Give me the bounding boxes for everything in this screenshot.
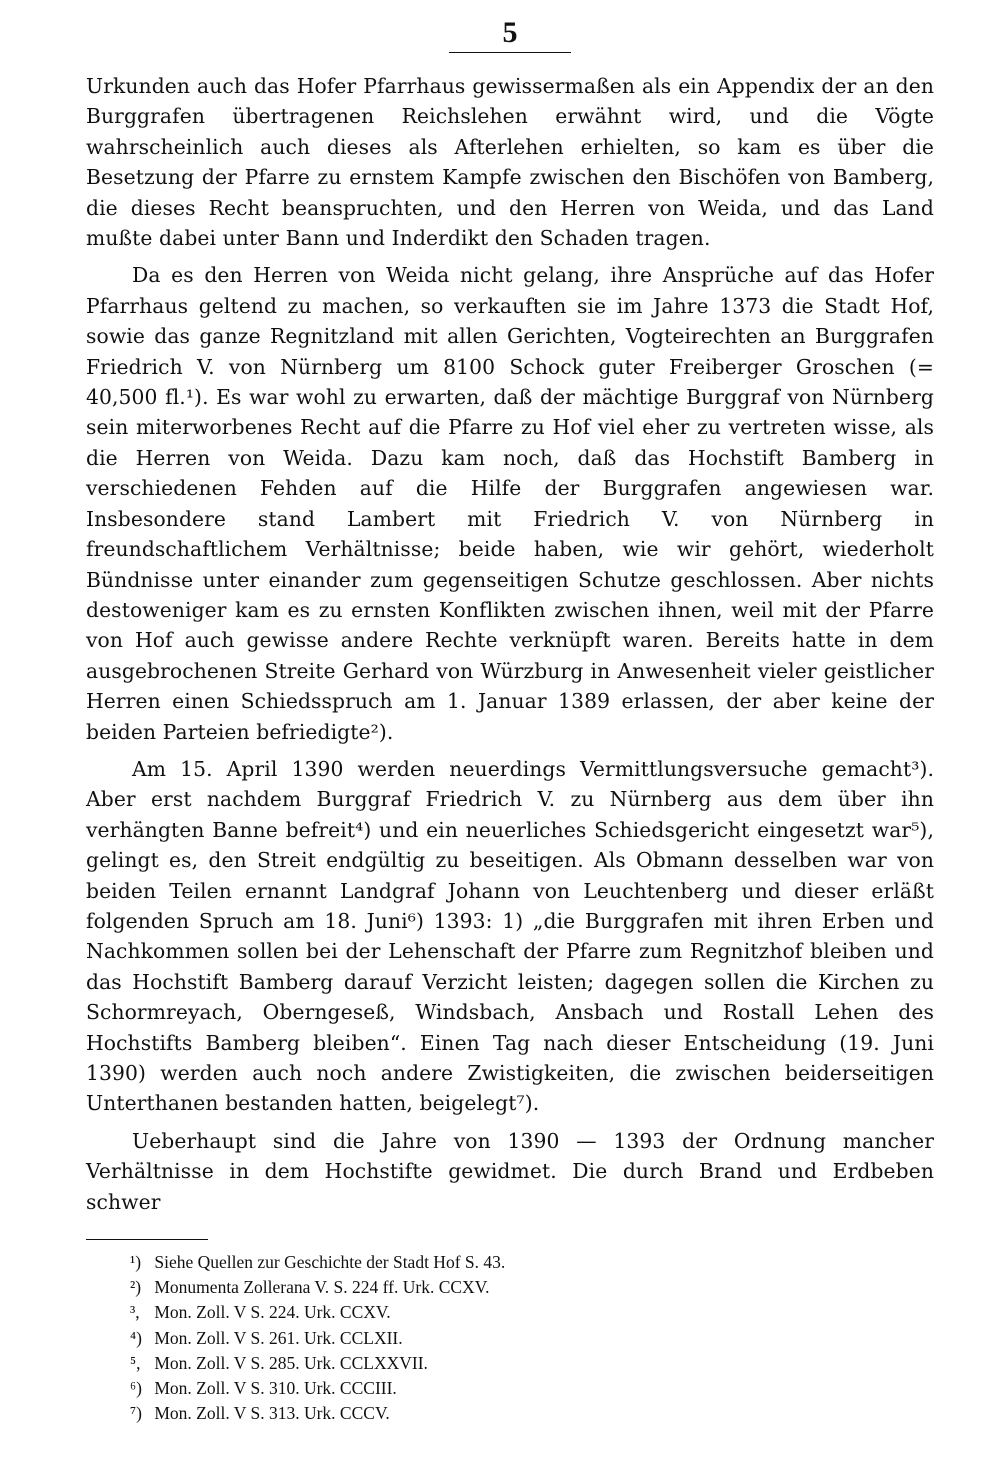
page-number: 5: [502, 16, 518, 49]
footnote-text: Mon. Zoll. V S. 285. Urk. CCLXXVII.: [154, 1352, 428, 1373]
footnote: [130, 1300, 934, 1325]
body-text: [86, 71, 934, 1217]
footnote-mark: ²): [130, 1277, 142, 1298]
footnote: [130, 1401, 934, 1426]
footnote: [130, 1275, 934, 1300]
footnote-text: Mon. Zoll. V S. 261. Urk. CCLXII.: [154, 1327, 403, 1348]
footnote-mark: ⁷): [130, 1403, 142, 1424]
footnote-mark: ⁵,: [130, 1352, 141, 1373]
footnote-text: Mon. Zoll. V S. 310. Urk. CCCIII.: [154, 1378, 397, 1399]
document-page: [86, 18, 934, 1426]
footnote: [130, 1351, 934, 1376]
header-rule: [449, 52, 571, 53]
paragraph: Ueberhaupt sind die Jahre von 1390 — 1393 der Ordnung mancher Verhältnisse in dem Hochstifte gewidmet. Die durch Brand und Erdbeben schwer: [86, 1128, 934, 1214]
paragraph: Urkunden auch das Hofer Pfarrhaus gewissermaßen als ein Appendix der an den Burggrafen übertragenen Reichslehen erwähnt wird, und die Vögte wahrscheinlich auch dieses als Afterlehen erhielten, so kam es über die Besetzung der Pfarre zu ernstem Kampfe zwischen den Bischöfen von Bamberg, die dieses Recht beanspruchten, und den Herren von Weida, und das Land mußte dabei unter Bann und Inderdikt den Schaden tragen.: [86, 74, 934, 251]
footnote-text: Monumenta Zollerana V. S. 224 ff. Urk. CCXV.: [154, 1277, 490, 1298]
paragraph: Am 15. April 1390 werden neuerdings Vermittlungsversuche gemacht³). Aber erst nachdem Burggraf Friedrich V. zu Nürnberg aus dem über ihn verhängten Banne befreit⁴) und ein neuerliches Schiedsgericht eingesetzt war⁵), gelingt es, den Streit endgültig zu beseitigen. Als Obmann desselben war von beiden Teilen ernannt Landgraf Johann von Leuchtenberg und dieser erläßt folgenden Spruch am 18. Juni⁶) 1393: 1) „die Burggrafen mit ihren Erben und Nachkommen sollen bei der Lehenschaft der Pfarre zum Regnitzhof bleiben und das Hochstift Bamberg darauf Verzicht leisten; dagegen sollen die Kirchen zu Schormreyach, Oberngeseß, Windsbach, Ansbach und Rostall Lehen des Hochstifts Bamberg bleiben“. Einen Tag nach dieser Entscheidung (19. Juni 1390) werden auch noch andere Zwistigkeiten, die zwischen beiderseitigen Unterthanen bestanden hatten, beigelegt⁷).: [86, 756, 934, 1116]
footnote-text: Mon. Zoll. V S. 224. Urk. CCXV.: [154, 1302, 391, 1323]
footnote-mark: ⁴): [130, 1327, 142, 1348]
footnote-rule: [86, 1239, 208, 1240]
paragraph: Da es den Herren von Weida nicht gelang, ihre Ansprüche auf das Hofer Pfarrhaus geltend zu machen, so verkauften sie im Jahre 1373 die Stadt Hof, sowie das ganze Regnitzland mit allen Gerichten, Vogteirechten an Burggrafen Friedrich V. von Nürnberg um 8100 Schock guter Freiberger Groschen (= 40,500 fl.¹). Es war wohl zu erwarten, daß der mächtige Burggraf von Nürnberg sein miterworbenes Recht auf die Pfarre zu Hof viel eher zu vertreten wisse, als die Herren von Weida. Dazu kam noch, daß das Hochstift Bamberg in verschiedenen Fehden auf die Hilfe der Burggrafen angewiesen war. Insbesondere stand Lambert mit Friedrich V. von Nürnberg in freundschaftlichem Verhältnisse; beide haben, wie wir gehört, wiederholt Bündnisse unter einander zum gegenseitigen Schutze geschlossen. Aber nichts destoweniger kam es zu ernsten Konflikten zwischen ihnen, weil mit der Pfarre von Hof auch gewisse andere Rechte verknüpft waren. Bereits hatte in dem ausgebrochenen Streite Gerhard von Würzburg in Anwesenheit vieler geistlicher Herren einen Schiedsspruch am 1. Januar 1389 erlassen, der aber keine der beiden Parteien befriedigte²).: [86, 263, 934, 744]
footnote: [130, 1326, 934, 1351]
footnote-list: [86, 1250, 934, 1426]
footnote: [130, 1250, 934, 1275]
footnote-mark: ¹): [130, 1252, 142, 1273]
footnote-text: Siehe Quellen zur Geschichte der Stadt Hof S. 43.: [154, 1252, 506, 1273]
footnote: [130, 1376, 934, 1401]
footnote-text: Mon. Zoll. V S. 313. Urk. CCCV.: [154, 1403, 390, 1424]
footnote-mark: ³,: [130, 1302, 140, 1323]
footnote-mark: ⁶): [130, 1378, 142, 1399]
